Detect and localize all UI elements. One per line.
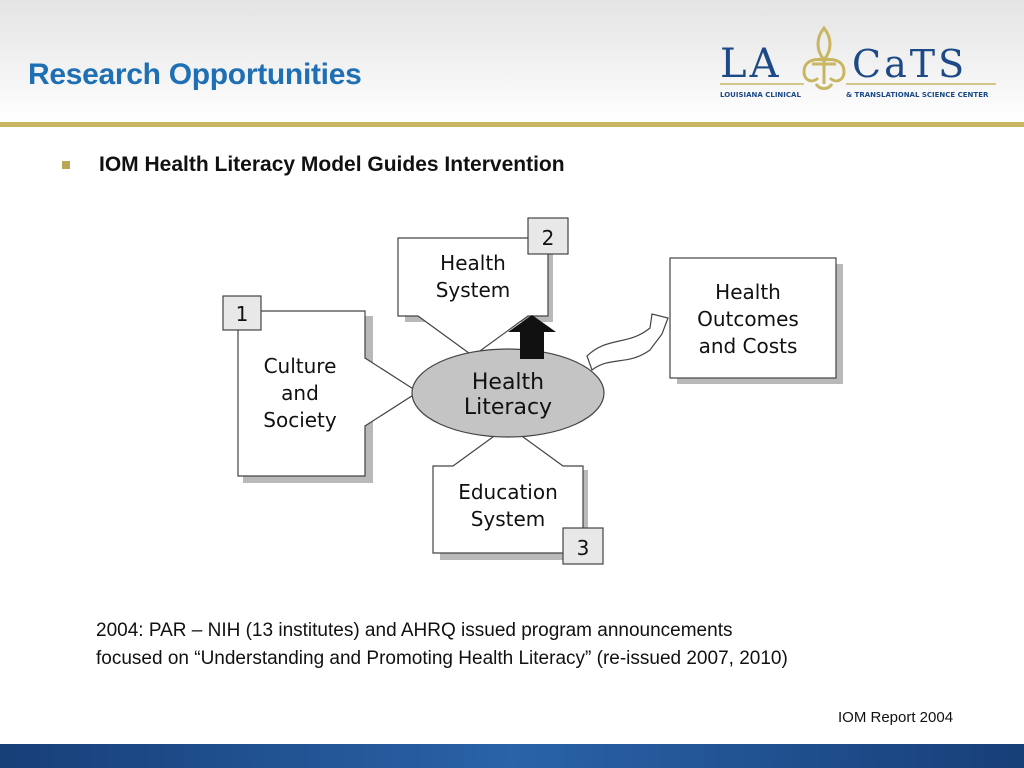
health-literacy-diagram — [210, 208, 850, 578]
box1-label-line1: Culture — [263, 354, 337, 378]
announcement-line1: 2004: PAR – NIH (13 institutes) and AHRQ issued program announcements — [96, 620, 733, 641]
box3-number: 3 — [576, 536, 590, 560]
center-label-line2: Literacy — [463, 395, 553, 420]
outcome-label-line1: Health — [715, 280, 781, 304]
box2-number: 2 — [541, 226, 555, 250]
box3-label-line2: System — [470, 507, 546, 531]
box1-label-line3: Society — [263, 408, 337, 432]
announcement-line2: focused on “Understanding and Promoting Health Literacy” (re-issued 2007, 2010) — [96, 648, 788, 669]
fleur-de-lis-icon — [804, 28, 844, 89]
center-label-line1: Health — [471, 370, 545, 395]
logo-subtitle-left: LOUISIANA CLINICAL — [720, 91, 801, 99]
box3-label-line1: Education — [458, 480, 558, 504]
logo-la-text: LA — [720, 41, 782, 87]
logo-cats-text: CaTS — [852, 42, 968, 86]
box2-label-line1: Health — [440, 251, 506, 275]
footer-bar — [0, 744, 1024, 768]
source-citation: IOM Report 2004 — [838, 709, 954, 726]
outcome-label-line2: Outcomes — [697, 307, 799, 331]
bullet-heading: IOM Health Literacy Model Guides Intervention — [99, 153, 565, 176]
lacats-logo — [718, 22, 998, 104]
box1-arrow-shape — [238, 311, 418, 476]
outcome-label-line3: and Costs — [698, 334, 798, 358]
box2-label-line2: System — [435, 278, 511, 302]
box1-number: 1 — [235, 302, 249, 326]
logo-subtitle-right: & TRANSLATIONAL SCIENCE CENTER — [846, 91, 989, 99]
bullet-marker — [62, 161, 70, 169]
slide-title: Research Opportunities — [28, 58, 362, 91]
outcome-arrow-shape — [587, 314, 668, 370]
announcement-text — [96, 617, 976, 673]
box1-label-line2: and — [281, 381, 319, 405]
header-divider — [0, 122, 1024, 127]
